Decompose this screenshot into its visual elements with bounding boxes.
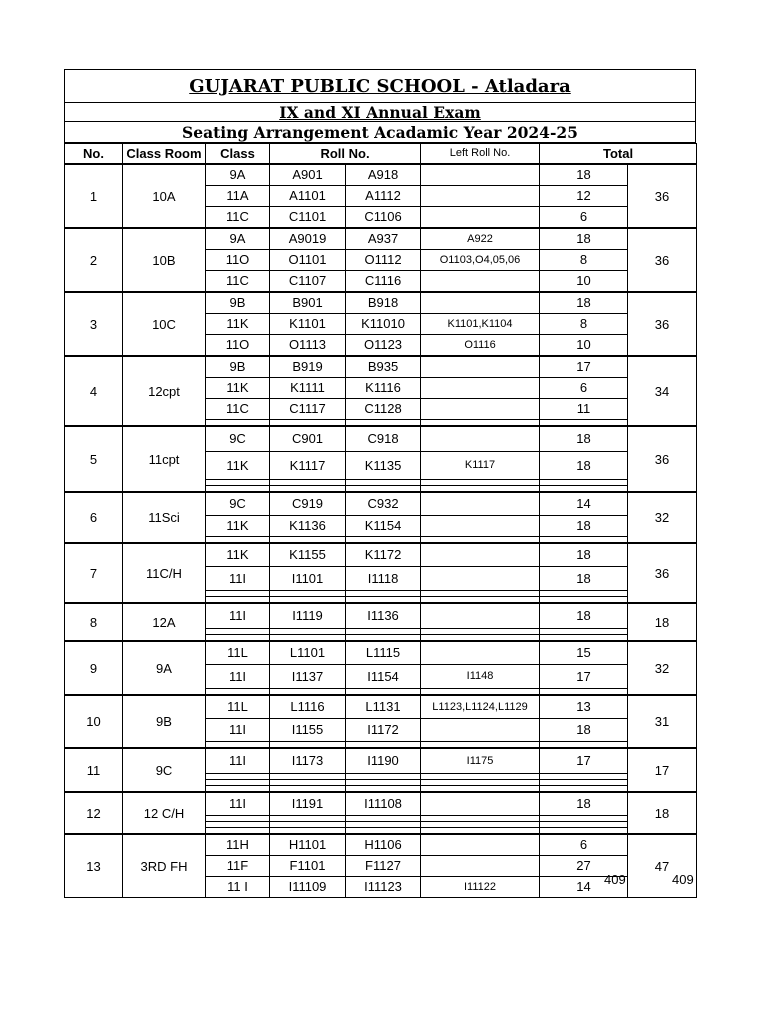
- cell-class: 11L: [206, 695, 270, 719]
- cell-no: 9: [65, 641, 123, 695]
- cell-no: 10: [65, 695, 123, 748]
- cell-class-room: 3RD FH: [123, 834, 206, 898]
- cell-roll-to: C932: [346, 492, 421, 516]
- cell-roll-to: B918: [346, 292, 421, 314]
- cell-roll-from: I1155: [270, 719, 346, 742]
- cell-room-total: 36: [628, 292, 697, 356]
- footer-grand-total: 409: [672, 872, 694, 887]
- cell-left-roll-no: [421, 164, 540, 186]
- table-row: [65, 292, 697, 314]
- cell-class: 11H: [206, 834, 270, 856]
- cell-class: 11I: [206, 603, 270, 629]
- cell-left-roll-no: I1175: [421, 748, 540, 774]
- cell-left-roll-no: [421, 856, 540, 877]
- cell-class-room: 10B: [123, 228, 206, 292]
- cell-class: 11I: [206, 719, 270, 742]
- cell-room-total: 31: [628, 695, 697, 748]
- table-row: [65, 164, 697, 186]
- cell-class: 11 I: [206, 877, 270, 898]
- cell-left-roll-no: L1123,L1124,L1129: [421, 695, 540, 719]
- cell-roll-to: L1131: [346, 695, 421, 719]
- cell-roll-to: I1190: [346, 748, 421, 774]
- col-header-left-roll-no: Left Roll No.: [421, 144, 540, 165]
- cell-roll-from: K1136: [270, 516, 346, 537]
- cell-roll-from: C1107: [270, 271, 346, 293]
- cell-room-total: 32: [628, 492, 697, 543]
- cell-left-roll-no: O1116: [421, 335, 540, 357]
- cell-no: 12: [65, 792, 123, 834]
- cell-count: 15: [540, 641, 628, 665]
- col-header-roll-no: Roll No.: [270, 144, 421, 165]
- cell-count: 6: [540, 378, 628, 399]
- cell-left-roll-no: [421, 641, 540, 665]
- cell-roll-from: K1101: [270, 314, 346, 335]
- cell-class: 9B: [206, 356, 270, 378]
- cell-class: 11A: [206, 186, 270, 207]
- cell-count: 18: [540, 292, 628, 314]
- table-row: [65, 426, 697, 452]
- cell-roll-from: I1119: [270, 603, 346, 629]
- cell-no: 13: [65, 834, 123, 898]
- cell-roll-from: I1173: [270, 748, 346, 774]
- cell-count: 10: [540, 271, 628, 293]
- footer-count-total: 409: [604, 872, 626, 887]
- col-header-no: No.: [65, 144, 123, 165]
- cell-roll-to: C1116: [346, 271, 421, 293]
- cell-left-roll-no: [421, 719, 540, 742]
- cell-class-room: 12cpt: [123, 356, 206, 426]
- cell-count: 18: [540, 228, 628, 250]
- cell-left-roll-no: [421, 186, 540, 207]
- cell-left-roll-no: [421, 834, 540, 856]
- cell-count: 18: [540, 164, 628, 186]
- cell-roll-to: A918: [346, 164, 421, 186]
- cell-left-roll-no: [421, 516, 540, 537]
- cell-room-total: 32: [628, 641, 697, 695]
- cell-no: 11: [65, 748, 123, 792]
- cell-class: 9A: [206, 164, 270, 186]
- cell-class: 11K: [206, 452, 270, 480]
- table-row: [65, 834, 697, 856]
- cell-room-total: 17: [628, 748, 697, 792]
- cell-count: 17: [540, 665, 628, 689]
- col-header-class-room: Class Room: [123, 144, 206, 165]
- cell-roll-to: L1115: [346, 641, 421, 665]
- cell-roll-to: K1154: [346, 516, 421, 537]
- cell-roll-from: K1111: [270, 378, 346, 399]
- cell-no: 4: [65, 356, 123, 426]
- cell-class: 11I: [206, 567, 270, 591]
- cell-count: 13: [540, 695, 628, 719]
- cell-count: 18: [540, 426, 628, 452]
- cell-left-roll-no: [421, 603, 540, 629]
- school-title: GUJARAT PUBLIC SCHOOL - Atladara: [64, 69, 696, 102]
- cell-room-total: 36: [628, 426, 697, 492]
- cell-class: 11I: [206, 665, 270, 689]
- cell-class: 11K: [206, 516, 270, 537]
- cell-roll-from: B901: [270, 292, 346, 314]
- cell-roll-from: L1101: [270, 641, 346, 665]
- cell-room-total: 18: [628, 603, 697, 641]
- cell-no: 8: [65, 603, 123, 641]
- cell-roll-to: K1172: [346, 543, 421, 567]
- cell-left-roll-no: [421, 378, 540, 399]
- cell-count: 27: [540, 856, 628, 877]
- cell-class: 11C: [206, 271, 270, 293]
- cell-class-room: 11C/H: [123, 543, 206, 603]
- cell-class: 11O: [206, 250, 270, 271]
- cell-class-room: 9C: [123, 748, 206, 792]
- table-row: [65, 603, 697, 629]
- cell-room-total: 34: [628, 356, 697, 426]
- table-row: [65, 641, 697, 665]
- cell-class: 11K: [206, 543, 270, 567]
- cell-room-total: 36: [628, 164, 697, 228]
- cell-roll-to: F1127: [346, 856, 421, 877]
- cell-class: 11O: [206, 335, 270, 357]
- cell-no: 5: [65, 426, 123, 492]
- cell-roll-to: I1172: [346, 719, 421, 742]
- cell-roll-to: O1112: [346, 250, 421, 271]
- cell-class-room: 11Sci: [123, 492, 206, 543]
- cell-roll-to: A1112: [346, 186, 421, 207]
- cell-roll-to: A937: [346, 228, 421, 250]
- cell-roll-from: A9019: [270, 228, 346, 250]
- cell-class: 11I: [206, 748, 270, 774]
- seating-title: Seating Arrangement Acadamic Year 2024-25: [64, 121, 696, 143]
- cell-left-roll-no: [421, 543, 540, 567]
- cell-roll-from: L1116: [270, 695, 346, 719]
- cell-count: 18: [540, 719, 628, 742]
- cell-left-roll-no: [421, 567, 540, 591]
- cell-left-roll-no: K1117: [421, 452, 540, 480]
- cell-left-roll-no: [421, 271, 540, 293]
- cell-roll-from: K1155: [270, 543, 346, 567]
- cell-no: 1: [65, 164, 123, 228]
- cell-class-room: 9B: [123, 695, 206, 748]
- cell-room-total: 47: [628, 834, 697, 898]
- cell-roll-from: H1101: [270, 834, 346, 856]
- cell-roll-from: O1101: [270, 250, 346, 271]
- cell-left-roll-no: O1103,O4,05,06: [421, 250, 540, 271]
- cell-class: 9B: [206, 292, 270, 314]
- cell-roll-to: K11010: [346, 314, 421, 335]
- cell-roll-to: C1106: [346, 207, 421, 229]
- seating-table: [64, 143, 697, 898]
- cell-left-roll-no: [421, 399, 540, 420]
- cell-roll-from: A1101: [270, 186, 346, 207]
- cell-class: 9C: [206, 492, 270, 516]
- cell-left-roll-no: [421, 292, 540, 314]
- cell-count: 18: [540, 567, 628, 591]
- table-row: [65, 695, 697, 719]
- cell-count: 18: [540, 516, 628, 537]
- exam-title: IX and XI Annual Exam: [64, 102, 696, 121]
- table-row: [65, 492, 697, 516]
- cell-roll-from: F1101: [270, 856, 346, 877]
- cell-roll-from: I1137: [270, 665, 346, 689]
- cell-class: 11F: [206, 856, 270, 877]
- cell-roll-to: I1154: [346, 665, 421, 689]
- cell-count: 18: [540, 603, 628, 629]
- cell-class: 11K: [206, 314, 270, 335]
- cell-left-roll-no: K1101,K1104: [421, 314, 540, 335]
- cell-class: 11I: [206, 792, 270, 816]
- cell-count: 14: [540, 492, 628, 516]
- cell-roll-to: I11123: [346, 877, 421, 898]
- cell-left-roll-no: [421, 207, 540, 229]
- cell-left-roll-no: A922: [421, 228, 540, 250]
- cell-roll-from: O1113: [270, 335, 346, 357]
- cell-left-roll-no: I1148: [421, 665, 540, 689]
- cell-roll-from: A901: [270, 164, 346, 186]
- cell-roll-from: K1117: [270, 452, 346, 480]
- cell-roll-to: B935: [346, 356, 421, 378]
- cell-left-roll-no: [421, 356, 540, 378]
- table-row: [65, 356, 697, 378]
- cell-count: 11: [540, 399, 628, 420]
- cell-count: 17: [540, 748, 628, 774]
- table-body: [65, 164, 697, 898]
- cell-roll-from: I1101: [270, 567, 346, 591]
- cell-room-total: 36: [628, 228, 697, 292]
- table-row: [65, 543, 697, 567]
- cell-class-room: 10A: [123, 164, 206, 228]
- cell-count: 18: [540, 543, 628, 567]
- cell-count: 8: [540, 314, 628, 335]
- cell-left-roll-no: [421, 792, 540, 816]
- cell-class-room: 10C: [123, 292, 206, 356]
- cell-roll-from: C919: [270, 492, 346, 516]
- cell-count: 8: [540, 250, 628, 271]
- cell-count: 12: [540, 186, 628, 207]
- cell-class: 11K: [206, 378, 270, 399]
- cell-roll-to: K1135: [346, 452, 421, 480]
- cell-count: 17: [540, 356, 628, 378]
- cell-class: 11L: [206, 641, 270, 665]
- cell-left-roll-no: I11122: [421, 877, 540, 898]
- cell-roll-to: C918: [346, 426, 421, 452]
- table-header-row: [65, 144, 697, 165]
- cell-roll-to: I1118: [346, 567, 421, 591]
- table-row: [65, 228, 697, 250]
- cell-count: 18: [540, 452, 628, 480]
- cell-count: 10: [540, 335, 628, 357]
- cell-class-room: 12 C/H: [123, 792, 206, 834]
- cell-count: 14: [540, 877, 628, 898]
- cell-roll-from: I11109: [270, 877, 346, 898]
- table-row: [65, 748, 697, 774]
- cell-class: 9C: [206, 426, 270, 452]
- seating-sheet: [64, 69, 696, 898]
- table-row: [65, 792, 697, 816]
- cell-roll-from: C1117: [270, 399, 346, 420]
- cell-room-total: 18: [628, 792, 697, 834]
- cell-class: 11C: [206, 399, 270, 420]
- col-header-total: Total: [540, 144, 697, 165]
- cell-roll-from: C901: [270, 426, 346, 452]
- cell-class: 9A: [206, 228, 270, 250]
- cell-roll-from: C1101: [270, 207, 346, 229]
- col-header-class: Class: [206, 144, 270, 165]
- cell-class: 11C: [206, 207, 270, 229]
- cell-no: 6: [65, 492, 123, 543]
- cell-count: 18: [540, 792, 628, 816]
- cell-class-room: 12A: [123, 603, 206, 641]
- cell-room-total: 36: [628, 543, 697, 603]
- cell-left-roll-no: [421, 492, 540, 516]
- cell-class-room: 11cpt: [123, 426, 206, 492]
- cell-no: 7: [65, 543, 123, 603]
- cell-roll-to: C1128: [346, 399, 421, 420]
- cell-roll-to: K1116: [346, 378, 421, 399]
- cell-no: 2: [65, 228, 123, 292]
- cell-class-room: 9A: [123, 641, 206, 695]
- cell-count: 6: [540, 207, 628, 229]
- cell-roll-from: B919: [270, 356, 346, 378]
- cell-roll-to: H1106: [346, 834, 421, 856]
- cell-left-roll-no: [421, 426, 540, 452]
- cell-roll-to: I11108: [346, 792, 421, 816]
- cell-no: 3: [65, 292, 123, 356]
- cell-roll-to: O1123: [346, 335, 421, 357]
- cell-count: 6: [540, 834, 628, 856]
- cell-roll-from: I1191: [270, 792, 346, 816]
- cell-roll-to: I1136: [346, 603, 421, 629]
